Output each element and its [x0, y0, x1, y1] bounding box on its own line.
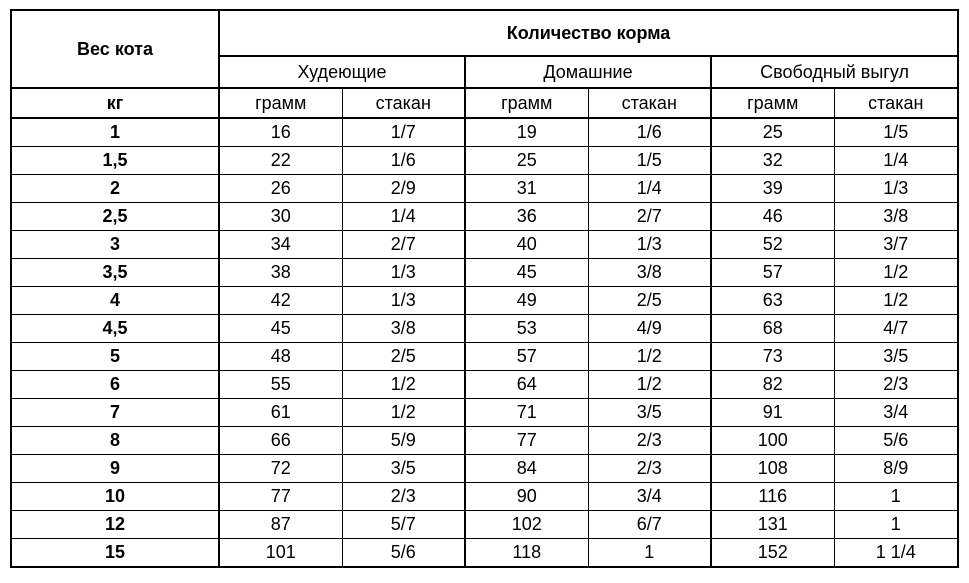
outdoor-gram-cell: 131: [711, 511, 834, 539]
table-row: [11, 147, 958, 175]
unit-cup-header: стакан: [588, 88, 711, 118]
dieting-cup-cell: 2/9: [342, 175, 465, 203]
table-row: [11, 203, 958, 231]
indoor-gram-cell: 49: [465, 287, 588, 315]
indoor-gram-cell: 45: [465, 259, 588, 287]
dieting-gram-cell: 26: [219, 175, 342, 203]
unit-gram-header: грамм: [465, 88, 588, 118]
weight-cell: 2: [11, 175, 219, 203]
outdoor-gram-cell: 152: [711, 539, 834, 568]
dieting-cup-cell: 2/3: [342, 483, 465, 511]
outdoor-cup-cell: 1/4: [834, 147, 958, 175]
dieting-cup-cell: 5/6: [342, 539, 465, 568]
table-row: [11, 511, 958, 539]
indoor-gram-cell: 118: [465, 539, 588, 568]
indoor-cup-cell: 3/8: [588, 259, 711, 287]
table-row: [11, 539, 958, 568]
indoor-cup-cell: 6/7: [588, 511, 711, 539]
weight-cell: 2,5: [11, 203, 219, 231]
indoor-gram-cell: 84: [465, 455, 588, 483]
indoor-cup-cell: 2/7: [588, 203, 711, 231]
indoor-cup-cell: 1/2: [588, 343, 711, 371]
indoor-gram-cell: 25: [465, 147, 588, 175]
indoor-cup-cell: 2/5: [588, 287, 711, 315]
outdoor-gram-cell: 63: [711, 287, 834, 315]
indoor-gram-cell: 19: [465, 118, 588, 147]
indoor-cup-cell: 1: [588, 539, 711, 568]
unit-cup-header: стакан: [342, 88, 465, 118]
indoor-gram-cell: 57: [465, 343, 588, 371]
outdoor-gram-cell: 91: [711, 399, 834, 427]
table-row: [11, 455, 958, 483]
table-row: [11, 483, 958, 511]
outdoor-gram-cell: 116: [711, 483, 834, 511]
outdoor-cup-cell: 8/9: [834, 455, 958, 483]
indoor-gram-cell: 102: [465, 511, 588, 539]
indoor-gram-cell: 40: [465, 231, 588, 259]
indoor-gram-cell: 31: [465, 175, 588, 203]
indoor-gram-cell: 53: [465, 315, 588, 343]
dieting-gram-cell: 16: [219, 118, 342, 147]
weight-cell: 8: [11, 427, 219, 455]
group-header-outdoor: Свободный выгул: [711, 56, 958, 88]
indoor-gram-cell: 90: [465, 483, 588, 511]
outdoor-cup-cell: 3/7: [834, 231, 958, 259]
outdoor-cup-cell: 3/4: [834, 399, 958, 427]
indoor-gram-cell: 64: [465, 371, 588, 399]
weight-cell: 1,5: [11, 147, 219, 175]
outdoor-cup-cell: 1/5: [834, 118, 958, 147]
dieting-gram-cell: 55: [219, 371, 342, 399]
outdoor-gram-cell: 25: [711, 118, 834, 147]
unit-kg-header: кг: [11, 88, 219, 118]
table-row: [11, 287, 958, 315]
dieting-gram-cell: 30: [219, 203, 342, 231]
outdoor-gram-cell: 82: [711, 371, 834, 399]
dieting-cup-cell: 1/2: [342, 371, 465, 399]
outdoor-cup-cell: 4/7: [834, 315, 958, 343]
dieting-gram-cell: 38: [219, 259, 342, 287]
outdoor-gram-cell: 46: [711, 203, 834, 231]
table-row: [11, 175, 958, 203]
feeding-table: [10, 9, 959, 568]
unit-cup-header: стакан: [834, 88, 958, 118]
weight-cell: 6: [11, 371, 219, 399]
indoor-cup-cell: 1/3: [588, 231, 711, 259]
table-row: [11, 371, 958, 399]
table-row: [11, 259, 958, 287]
outdoor-gram-cell: 57: [711, 259, 834, 287]
outdoor-gram-cell: 108: [711, 455, 834, 483]
weight-cell: 3,5: [11, 259, 219, 287]
dieting-cup-cell: 5/7: [342, 511, 465, 539]
dieting-cup-cell: 2/5: [342, 343, 465, 371]
dieting-cup-cell: 2/7: [342, 231, 465, 259]
table-row: [11, 231, 958, 259]
indoor-cup-cell: 4/9: [588, 315, 711, 343]
indoor-cup-cell: 1/6: [588, 118, 711, 147]
indoor-gram-cell: 77: [465, 427, 588, 455]
dieting-gram-cell: 45: [219, 315, 342, 343]
unit-gram-header: грамм: [219, 88, 342, 118]
dieting-gram-cell: 101: [219, 539, 342, 568]
outdoor-cup-cell: 1: [834, 511, 958, 539]
dieting-cup-cell: 3/8: [342, 315, 465, 343]
dieting-cup-cell: 3/5: [342, 455, 465, 483]
outdoor-gram-cell: 39: [711, 175, 834, 203]
outdoor-cup-cell: 1/3: [834, 175, 958, 203]
indoor-cup-cell: 3/5: [588, 399, 711, 427]
dieting-gram-cell: 22: [219, 147, 342, 175]
indoor-cup-cell: 3/4: [588, 483, 711, 511]
outdoor-cup-cell: 1/2: [834, 259, 958, 287]
outdoor-cup-cell: 1: [834, 483, 958, 511]
weight-cell: 12: [11, 511, 219, 539]
indoor-cup-cell: 1/5: [588, 147, 711, 175]
dieting-cup-cell: 1/3: [342, 259, 465, 287]
indoor-cup-cell: 2/3: [588, 427, 711, 455]
indoor-gram-cell: 71: [465, 399, 588, 427]
unit-gram-header: грамм: [711, 88, 834, 118]
table-row: [11, 399, 958, 427]
dieting-cup-cell: 5/9: [342, 427, 465, 455]
table-row: [11, 315, 958, 343]
dieting-gram-cell: 61: [219, 399, 342, 427]
weight-cell: 5: [11, 343, 219, 371]
weight-header: Вес кота: [11, 10, 219, 88]
weight-cell: 3: [11, 231, 219, 259]
outdoor-cup-cell: 5/6: [834, 427, 958, 455]
dieting-cup-cell: 1/3: [342, 287, 465, 315]
indoor-cup-cell: 1/2: [588, 371, 711, 399]
indoor-cup-cell: 2/3: [588, 455, 711, 483]
dieting-cup-cell: 1/4: [342, 203, 465, 231]
dieting-cup-cell: 1/6: [342, 147, 465, 175]
table-row: [11, 343, 958, 371]
outdoor-cup-cell: 1/2: [834, 287, 958, 315]
dieting-gram-cell: 42: [219, 287, 342, 315]
outdoor-gram-cell: 32: [711, 147, 834, 175]
group-header-indoor: Домашние: [465, 56, 711, 88]
table-row: [11, 118, 958, 147]
weight-cell: 7: [11, 399, 219, 427]
indoor-gram-cell: 36: [465, 203, 588, 231]
outdoor-gram-cell: 52: [711, 231, 834, 259]
dieting-cup-cell: 1/2: [342, 399, 465, 427]
dieting-gram-cell: 87: [219, 511, 342, 539]
outdoor-gram-cell: 100: [711, 427, 834, 455]
outdoor-cup-cell: 3/8: [834, 203, 958, 231]
weight-cell: 15: [11, 539, 219, 568]
group-header-dieting: Худеющие: [219, 56, 465, 88]
dieting-gram-cell: 48: [219, 343, 342, 371]
outdoor-cup-cell: 3/5: [834, 343, 958, 371]
dieting-cup-cell: 1/7: [342, 118, 465, 147]
table-row: [11, 427, 958, 455]
weight-cell: 4: [11, 287, 219, 315]
dieting-gram-cell: 66: [219, 427, 342, 455]
dieting-gram-cell: 77: [219, 483, 342, 511]
weight-cell: 9: [11, 455, 219, 483]
dieting-gram-cell: 72: [219, 455, 342, 483]
amount-header: Количество корма: [219, 10, 958, 56]
outdoor-gram-cell: 68: [711, 315, 834, 343]
outdoor-cup-cell: 2/3: [834, 371, 958, 399]
weight-cell: 1: [11, 118, 219, 147]
indoor-cup-cell: 1/4: [588, 175, 711, 203]
outdoor-gram-cell: 73: [711, 343, 834, 371]
outdoor-cup-cell: 1 1/4: [834, 539, 958, 568]
weight-cell: 4,5: [11, 315, 219, 343]
weight-cell: 10: [11, 483, 219, 511]
dieting-gram-cell: 34: [219, 231, 342, 259]
